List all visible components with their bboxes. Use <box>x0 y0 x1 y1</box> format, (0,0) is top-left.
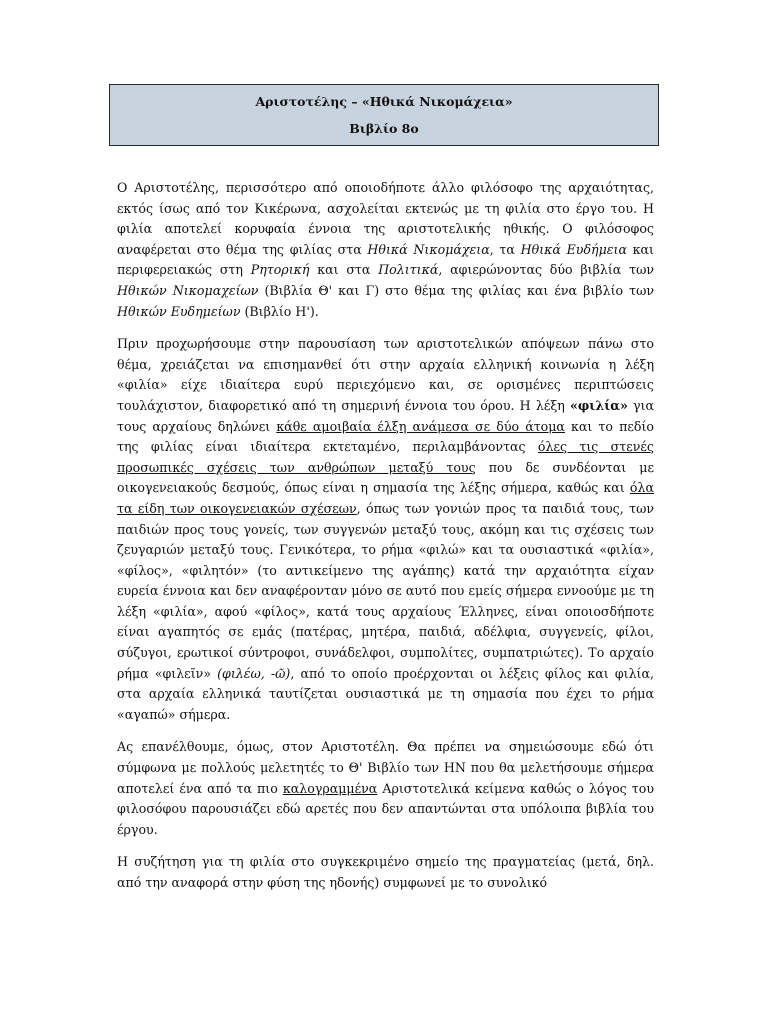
italic-title: Ηθικών Ευδημείων <box>117 303 241 319</box>
text-run: Ας επανέλθουμε, όμως, στον Αριστοτέλη. Θα πρέπει να σημειώσουμε εδώ ότι σύμφωνα με πολλούς μελετητές το Θ' Βιβλίο των ΗΝ που θα μελετήσουμε σήμερα αποτελεί ένα από τα πιο <box>117 739 654 796</box>
title-box <box>109 84 659 146</box>
italic-title: Ηθικά Ευδήμεια <box>520 241 627 257</box>
text-run: Πριν προχωρήσουμε στην παρουσίαση των αριστοτελικών απόψεων πάνω στο θέμα, χρειάζεται να επισημανθεί ότι στην αρχαία ελληνική κοινωνία η λέξη «φιλία» είχε ιδιαίτερα ευρύ περιεχόμενο και, σε ορισμένες περιπτώσεις τουλάχιστον, διαφορετικό από τη σημερινή έννοια του όρου. Η λέξη <box>117 336 654 413</box>
paragraph-3 <box>117 737 654 840</box>
italic-title: Ηθικών Νικομαχείων <box>117 282 259 298</box>
text-run: Η συζήτηση για τη φιλία στο συγκεκριμένο σημείο της πραγματείας (μετά, δηλ. από την αναφορά στην φύση της ηδονής) συμφωνεί με το συνολικό <box>117 854 654 890</box>
document-title: Αριστοτέλης – «Ηθικά Νικομάχεια» <box>255 94 513 109</box>
text-run: (Βιβλία Θ' και Γ) στο θέμα της φιλίας και ένα βιβλίο των <box>258 282 655 298</box>
text-run: για τους αρχαίους δηλώνει <box>117 397 654 434</box>
text-run: και το πεδίο της φιλίας είναι ιδιαίτερα εκτεταμένο, περιλαμβάνοντας <box>117 418 654 455</box>
text-run: , όπως των γονιών προς τα παιδιά τους, των παιδιών προς τους γονείς, των συγγενών μεταξύ τους, ακόμη και τις σχέσεις των ζευγαριών μεταξύ τους. Γενικότερα, το ρήμα «φιλώ» και τα ουσιαστικά «φιλία», «φίλος», «φιλητόν» (το αντικείμενο της αγάπης) κατά την αρχαιότητα είχαν ευρεία έννοια και δεν αναφέρονταν μόνο σε αυτό που εμείς σήμερα εννοούμε με τη λέξη «φιλία», αφού «φίλος», κατά τους αρχαίους Έλληνες, είναι οποιοσδήποτε είναι αγαπητός σε εμάς (πατέρας, μητέρα, παιδιά, αδέλφια, συγγενείς, φίλοι, σύζυγοι, ερωτικοί σύντροφοι, συνάδελφοι, συμπολίτες, συμπατριώτες). Το αρχαίο ρήμα «φιλεῖν» <box>117 500 654 681</box>
bold-term: «φιλία» <box>570 397 628 413</box>
text-run: , από το οποίο προέρχονται οι λέξεις φίλος και φιλία, στα αρχαία ελληνικά ταυτίζεται ουσιαστικά με τη σημασία που έχει το ρήμα «αγαπώ» σήμερα. <box>117 665 654 722</box>
italic-term: (φιλέω, -ῶ) <box>217 665 291 681</box>
document-body <box>117 178 654 906</box>
paragraph-1 <box>117 178 654 322</box>
text-run: , τα <box>489 241 521 257</box>
text-run: , αφιερώνοντας δύο βιβλία των <box>438 262 654 278</box>
paragraph-4 <box>117 852 654 893</box>
text-run: Αριστοτελικά κείμενα καθώς ο λόγος του φιλοσόφου παρουσιάζει εδώ αρετές που δεν απαντώνται στα υπόλοιπα βιβλία του έργου. <box>117 780 654 837</box>
italic-title: Ρητορική <box>250 262 310 278</box>
underlined-phrase: καλογραμμένα <box>282 780 378 796</box>
text-run: και περιφερειακώς στη <box>117 241 654 278</box>
underlined-phrase: όλες τις στενές προσωπικές σχέσεις των ανθρώπων μεταξύ τους <box>117 439 654 475</box>
italic-title: Πολιτικά <box>378 262 439 278</box>
underlined-phrase: όλα τα είδη των οικογενειακών σχέσεων <box>117 480 654 516</box>
text-run: Ο Αριστοτέλης, περισσότερο από οποιοδήποτε άλλο φιλόσοφο της αρχαιότητας, εκτός ίσως από τον Κικέρωνα, ασχολείται εκτενώς με τη φιλία στο έργο του. Η φιλία αποτελεί κορυφαία έννοια της αριστοτελικής ηθικής. Ο φιλόσοφος αναφέρεται στο θέμα της φιλίας στα <box>117 180 654 257</box>
underlined-phrase: κάθε αμοιβαία έλξη ανάμεσα σε δύο άτομα <box>276 418 565 434</box>
text-run: που δε συνδέονται με οικογενειακούς δεσμούς, όπως είναι η σημασία της λέξης σήμερα, καθώς και <box>117 459 654 496</box>
text-run: (Βιβλίο Η'). <box>240 303 319 319</box>
italic-title: Ηθικά Νικομάχεια <box>367 241 490 257</box>
text-run: και στα <box>309 262 379 278</box>
document-subtitle: Βιβλίο 8ο <box>349 121 419 136</box>
paragraph-2 <box>117 334 654 725</box>
